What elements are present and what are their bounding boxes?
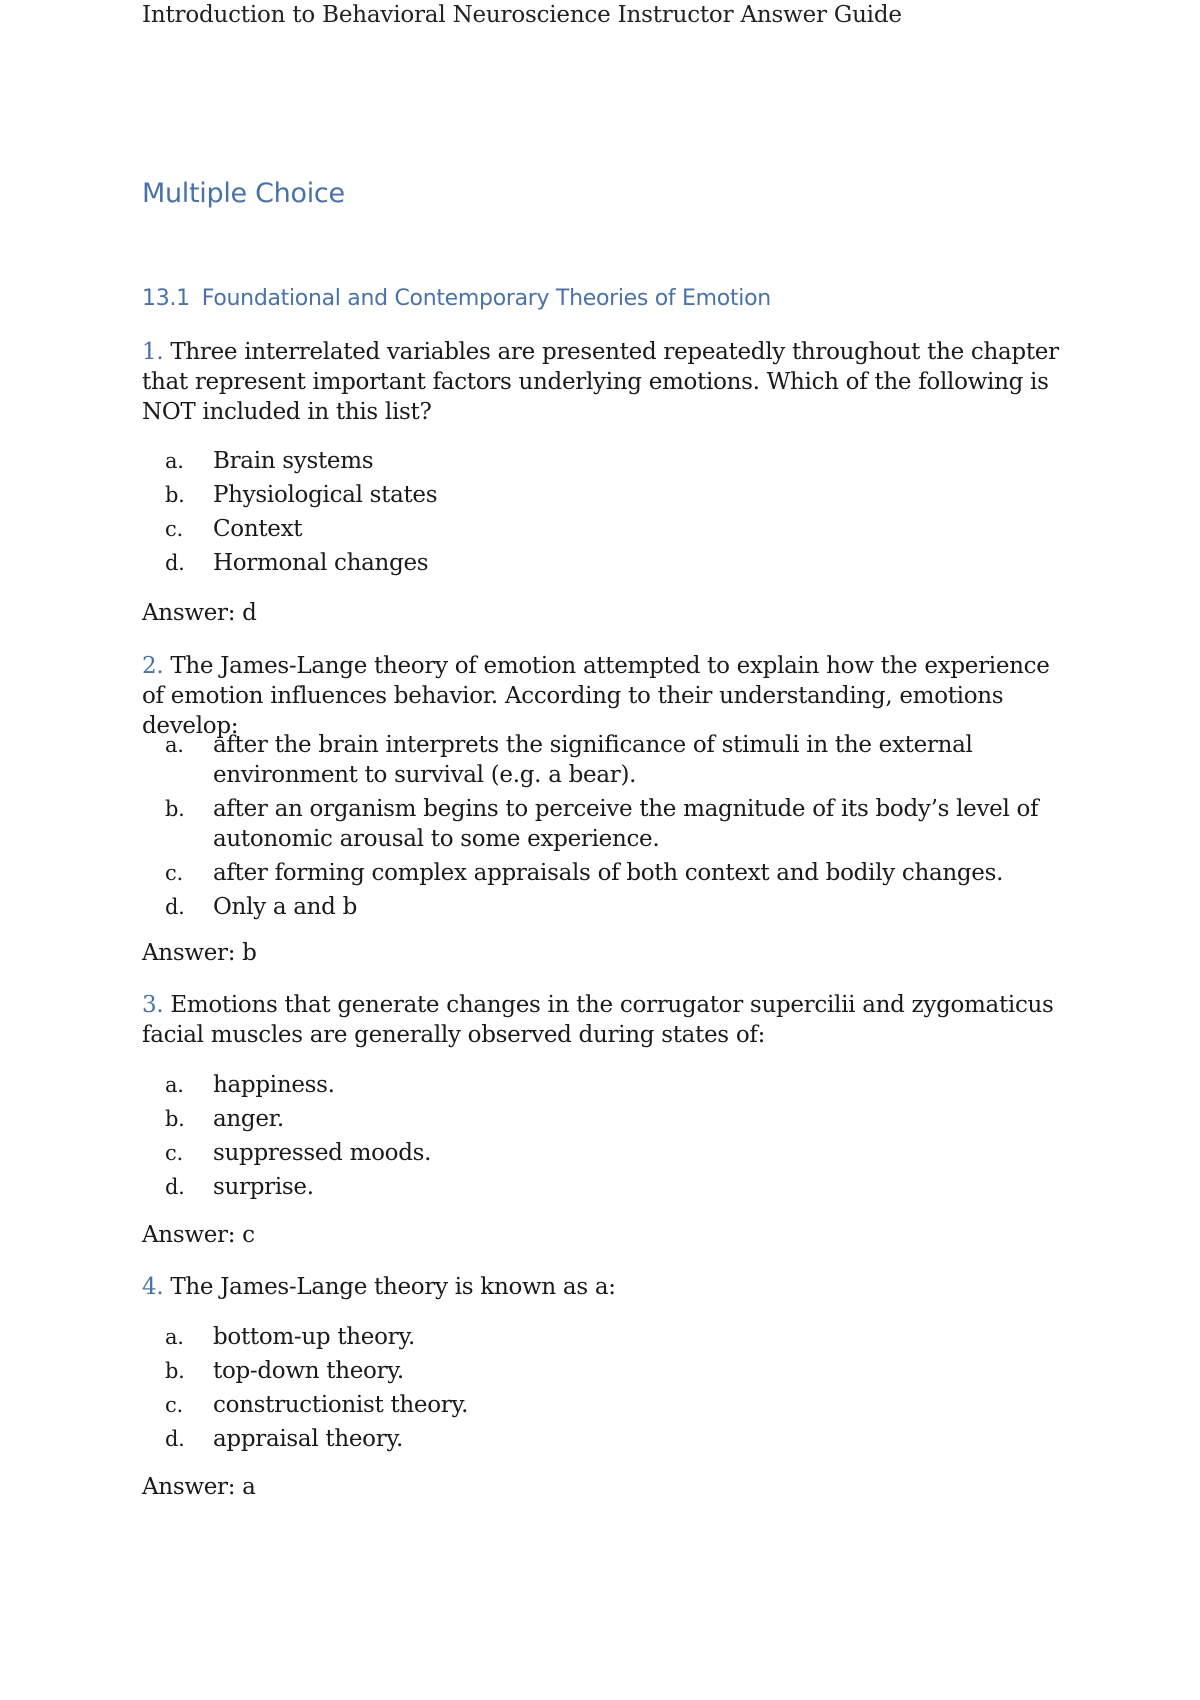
option-letter: a. [165, 449, 184, 473]
question-number: 4. [142, 1274, 164, 1300]
option-text: top-down theory. [213, 1358, 404, 1384]
option-text: happiness. [213, 1072, 335, 1098]
option-letter: b. [165, 1359, 185, 1383]
answer-2: Answer: b [142, 940, 257, 966]
answer-3: Answer: c [142, 1222, 255, 1248]
option [165, 858, 1065, 888]
option-text: after an organism begins to perceive the magnitude of its body’s level of autonomic arousal to some experience. [213, 796, 1039, 852]
option [165, 1322, 1065, 1352]
option [165, 548, 1065, 578]
question-number: 3. [142, 992, 164, 1018]
option [165, 480, 1065, 510]
option-text: Context [213, 516, 303, 542]
option-text: bottom-up theory. [213, 1324, 415, 1350]
question-number: 1. [142, 339, 164, 365]
question-text: The James-Lange theory is known as a: [170, 1274, 616, 1300]
subsection-number: 13.1 [142, 286, 190, 311]
option [165, 730, 1065, 790]
option-text: anger. [213, 1106, 284, 1132]
question-1 [142, 337, 1062, 427]
option-text: Physiological states [213, 482, 438, 508]
option-text: after the brain interprets the significance of stimuli in the external environment to survival (e.g. a bear). [213, 732, 973, 788]
question-1-options [165, 446, 1065, 578]
option [165, 446, 1065, 476]
option [165, 514, 1065, 544]
option-text: surprise. [213, 1174, 314, 1200]
option-text: Brain systems [213, 448, 374, 474]
option-text: after forming complex appraisals of both context and bodily changes. [213, 860, 1004, 886]
option-letter: c. [165, 1393, 183, 1417]
answer-4: Answer: a [142, 1474, 256, 1500]
option-letter: c. [165, 861, 183, 885]
option-text: Hormonal changes [213, 550, 429, 576]
option-letter: d. [165, 1427, 185, 1451]
answer-1: Answer: d [142, 600, 257, 626]
option [165, 1424, 1065, 1454]
running-header: Introduction to Behavioral Neuroscience Instructor Answer Guide [142, 2, 902, 28]
question-4 [142, 1272, 1062, 1302]
option [165, 1356, 1065, 1386]
option [165, 1104, 1065, 1134]
option [165, 1138, 1065, 1168]
question-3 [142, 990, 1062, 1050]
question-2 [142, 651, 1062, 741]
option-letter: a. [165, 733, 184, 757]
option-letter: b. [165, 797, 185, 821]
subsection-title: Foundational and Contemporary Theories of Emotion [201, 286, 771, 311]
option-text: Only a and b [213, 894, 358, 920]
option-letter: b. [165, 483, 185, 507]
question-2-options [165, 730, 1065, 922]
option-letter: c. [165, 517, 183, 541]
section-title: Multiple Choice [142, 178, 345, 209]
question-text: The James-Lange theory of emotion attempted to explain how the experience of emotion influences behavior. According to their understanding, emotions develop: [142, 653, 1050, 739]
question-3-options [165, 1070, 1065, 1202]
option [165, 1172, 1065, 1202]
option [165, 1390, 1065, 1420]
option-letter: d. [165, 895, 185, 919]
question-text: Emotions that generate changes in the corrugator supercilii and zygomaticus facial muscles are generally observed during states of: [142, 992, 1054, 1048]
option-letter: d. [165, 551, 185, 575]
option-letter: b. [165, 1107, 185, 1131]
option [165, 794, 1065, 854]
option-letter: c. [165, 1141, 183, 1165]
option [165, 892, 1065, 922]
question-text: Three interrelated variables are presented repeatedly throughout the chapter that represent important factors underlying emotions. Which of the following is NOT included in this list? [142, 339, 1059, 425]
question-4-options [165, 1322, 1065, 1454]
option-letter: a. [165, 1325, 184, 1349]
option [165, 1070, 1065, 1100]
option-letter: d. [165, 1175, 185, 1199]
subsection-heading [142, 286, 771, 311]
option-letter: a. [165, 1073, 184, 1097]
option-text: constructionist theory. [213, 1392, 469, 1418]
option-text: suppressed moods. [213, 1140, 432, 1166]
option-text: appraisal theory. [213, 1426, 404, 1452]
question-number: 2. [142, 653, 164, 679]
